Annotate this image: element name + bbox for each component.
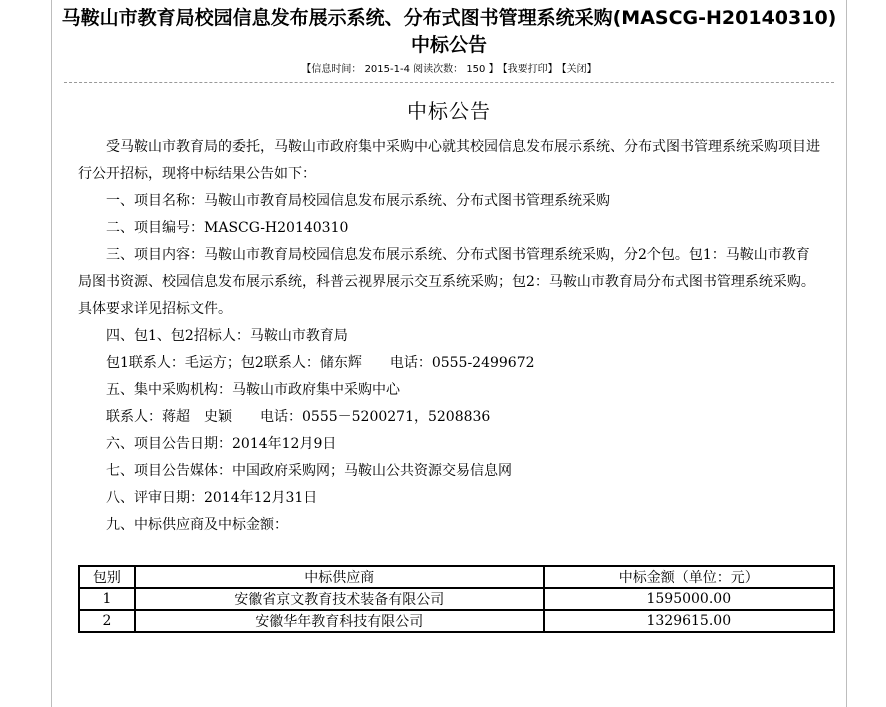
cell-package: 2: [79, 610, 135, 632]
notice-subtitle: 中标公告: [407, 99, 491, 123]
paragraph-agency: 五、集中采购机构：马鞍山市政府集中采购中心: [106, 382, 400, 398]
paragraph-project-name: 一、项目名称：马鞍山市教育局校园信息发布展示系统、分布式图书管理系统采购: [106, 193, 610, 209]
notice-page: [52, 0, 846, 707]
paragraph-agency-contacts: 联系人：蒋超 史颖 电话：0555－5200271，5208836: [106, 409, 491, 425]
divider: [64, 82, 834, 83]
cell-amount: 1329615.00: [544, 610, 834, 632]
paragraph-project-content: 三、项目内容：马鞍山市教育局校园信息发布展示系统、分布式图书管理系统采购，分2个包。包1：马鞍山市教育局图书资源、校园信息发布展示系统，科普云视界展示交互系统采购；包2：马鞍山市教育局分布式图书管理系统采购。具体要求详见招标文件。: [78, 247, 815, 317]
page-title: 马鞍山市教育局校园信息发布展示系统、分布式图书管理系统采购(MASCG-H20140310)中标公告: [61, 7, 837, 56]
cell-package: 1: [79, 588, 135, 610]
paragraph-notice-date: 六、项目公告日期：2014年12月9日: [106, 436, 337, 452]
meta-bar: [52, 60, 846, 75]
header-supplier: 中标供应商: [135, 566, 544, 588]
table-header-row: [79, 566, 834, 588]
header-package: 包别: [79, 566, 135, 588]
paragraph-project-number: 二、项目编号：MASCG-H20140310: [106, 220, 349, 236]
paragraph-notice-media: 七、项目公告媒体：中国政府采购网；马鞍山公共资源交易信息网: [106, 463, 512, 479]
close-link[interactable]: 【关闭】: [561, 64, 597, 75]
paragraph-winners: 九、中标供应商及中标金额：: [106, 517, 288, 533]
info-time: 【信息时间： 2015-1-4 阅读次数： 150 】: [301, 64, 499, 75]
winners-table: [78, 565, 835, 633]
table-row: [79, 588, 834, 610]
notice-body: [78, 134, 820, 539]
paragraph-tenderer-contacts: 包1联系人：毛运方；包2联系人：储东辉 电话：0555-2499672: [106, 355, 535, 371]
paragraph-review-date: 八、评审日期：2014年12月31日: [106, 490, 318, 506]
header-amount: 中标金额（单位：元）: [544, 566, 834, 588]
page-border-right: [846, 0, 847, 707]
paragraph-intro: 受马鞍山市教育局的委托，马鞍山市政府集中采购中心就其校园信息发布展示系统、分布式图书管理系统采购项目进行公开招标，现将中标结果公告如下：: [78, 139, 820, 182]
cell-supplier: 安徽华年教育科技有限公司: [135, 610, 544, 632]
paragraph-tenderer: 四、包1、包2招标人：马鞍山市教育局: [106, 328, 348, 344]
cell-supplier: 安徽省京文教育技术装备有限公司: [135, 588, 544, 610]
print-link[interactable]: 【我要打印】: [502, 64, 558, 75]
cell-amount: 1595000.00: [544, 588, 834, 610]
table-row: [79, 610, 834, 632]
